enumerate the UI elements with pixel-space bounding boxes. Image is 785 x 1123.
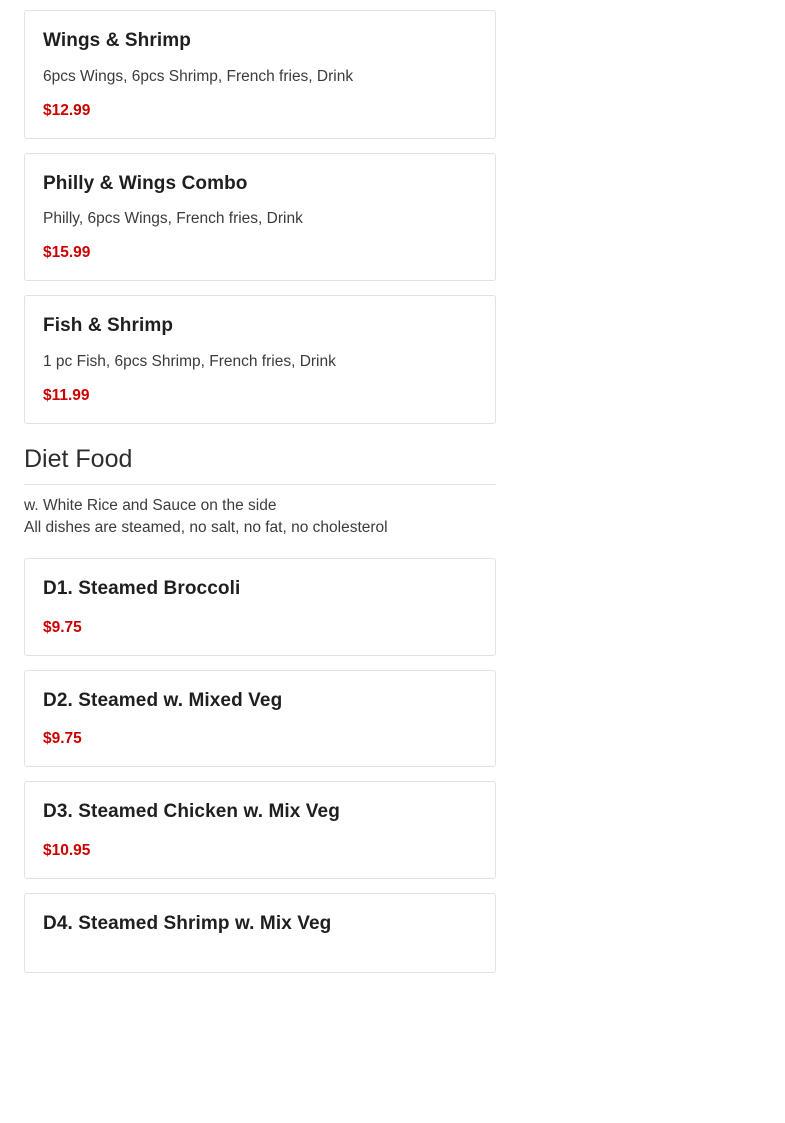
menu-item-card[interactable]	[24, 781, 496, 879]
menu-item-description: Philly, 6pcs Wings, French fries, Drink	[43, 210, 303, 228]
menu-item-card[interactable]	[24, 10, 496, 139]
menu-item-price: $12.99	[43, 101, 91, 119]
menu-item-description: 6pcs Wings, 6pcs Shrimp, French fries, Drink	[43, 67, 354, 85]
section-note	[24, 495, 496, 540]
menu-item-card[interactable]	[24, 558, 496, 656]
menu-item-card[interactable]	[24, 295, 496, 424]
menu-item-name: D3. Steamed Chicken w. Mix Veg	[43, 801, 340, 823]
menu-section-diet-food	[24, 444, 496, 973]
menu-item-description: 1 pc Fish, 6pcs Shrimp, French fries, Drink	[43, 353, 336, 371]
menu-item-price: $10.95	[43, 842, 91, 860]
section-note-line-2: All dishes are steamed, no salt, no fat, no cholesterol	[24, 519, 388, 537]
menu-item-card[interactable]	[24, 670, 496, 768]
menu-item-name: D1. Steamed Broccoli	[43, 577, 241, 599]
menu-item-card[interactable]	[24, 893, 496, 973]
menu-item-price: $9.75	[43, 618, 82, 636]
menu-item-name: D4. Steamed Shrimp w. Mix Veg	[43, 913, 332, 935]
menu-item-name: Philly & Wings Combo	[43, 172, 248, 194]
section-note-line-1: w. White Rice and Sauce on the side	[24, 497, 277, 515]
menu-item-price: $15.99	[43, 244, 91, 262]
menu-item-price: $9.75	[43, 730, 82, 748]
menu-item-card[interactable]	[24, 153, 496, 282]
menu-item-name: D2. Steamed w. Mixed Veg	[43, 689, 283, 711]
menu-item-name: Wings & Shrimp	[43, 30, 191, 51]
menu-item-price: $11.99	[43, 387, 90, 405]
menu-item-name: Fish & Shrimp	[43, 315, 174, 337]
menu-column	[24, 0, 496, 987]
section-title: Diet Food	[24, 444, 496, 485]
